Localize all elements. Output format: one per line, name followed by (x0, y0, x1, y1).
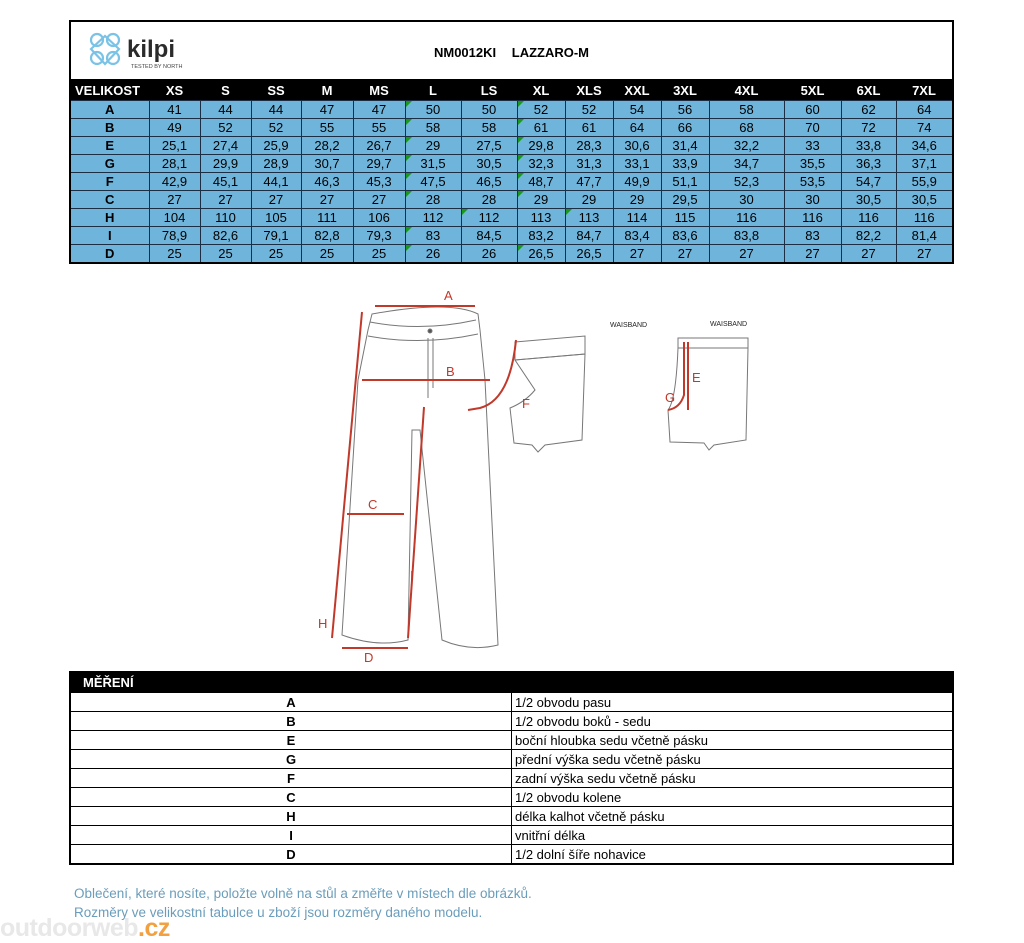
size-cell: 112 (461, 209, 517, 227)
size-cell: 47,7 (565, 173, 613, 191)
measure-code: F (70, 769, 512, 788)
size-corner-label: VELIKOST (70, 80, 149, 101)
size-cell: 30 (784, 191, 841, 209)
measure-row-c (70, 788, 953, 807)
label-d: D (364, 650, 374, 665)
measure-description: vnitřní délka (512, 826, 954, 845)
size-cell: 50 (461, 101, 517, 119)
size-cell: 49 (149, 119, 200, 137)
brand-tagline: TESTED BY NORTH (131, 64, 183, 70)
size-cell: 26,5 (565, 245, 613, 264)
size-cell: 105 (251, 209, 301, 227)
size-cell: 33 (784, 137, 841, 155)
size-cell: 37,1 (896, 155, 953, 173)
size-cell: 52 (565, 101, 613, 119)
waistband (368, 320, 478, 341)
size-cell: 28,1 (149, 155, 200, 173)
size-cell: 83,2 (517, 227, 565, 245)
size-cell: 26 (461, 245, 517, 264)
size-cell: 58 (709, 101, 784, 119)
size-header-3xl: 3XL (661, 80, 709, 101)
waistband-front (515, 336, 585, 360)
size-cell: 115 (661, 209, 709, 227)
size-cell: 29,9 (200, 155, 251, 173)
measurement-legend-table (69, 671, 954, 865)
size-header-ms: MS (353, 80, 405, 101)
size-header-xxl: XXL (613, 80, 661, 101)
waistband-label-back: WAISBAND (610, 322, 648, 329)
size-cell: 28 (405, 191, 461, 209)
size-cell: 33,8 (841, 137, 896, 155)
size-header-7xl: 7XL (896, 80, 953, 101)
size-cell: 82,6 (200, 227, 251, 245)
size-cell: 26 (405, 245, 461, 264)
size-cell: 64 (613, 119, 661, 137)
size-cell: 30,6 (613, 137, 661, 155)
size-cell: 27 (149, 191, 200, 209)
size-cell: 28 (461, 191, 517, 209)
size-cell: 44 (251, 101, 301, 119)
size-row-e (70, 137, 953, 155)
size-cell: 111 (301, 209, 353, 227)
size-cell: 79,1 (251, 227, 301, 245)
size-cell: 29 (613, 191, 661, 209)
size-cell: 30,5 (841, 191, 896, 209)
size-cell: 74 (896, 119, 953, 137)
measure-code: I (70, 826, 512, 845)
size-cell: 66 (661, 119, 709, 137)
size-cell: 25 (200, 245, 251, 264)
size-cell: 27 (301, 191, 353, 209)
size-cell: 52,3 (709, 173, 784, 191)
size-table-section (69, 20, 954, 264)
size-header-s: S (200, 80, 251, 101)
size-cell: 27 (251, 191, 301, 209)
size-cell: 41 (149, 101, 200, 119)
size-cell: 55 (353, 119, 405, 137)
size-cell: 61 (565, 119, 613, 137)
size-cell: 112 (405, 209, 461, 227)
size-cell: 27 (613, 245, 661, 264)
size-cell: 83,8 (709, 227, 784, 245)
measure-code: D (70, 845, 512, 865)
size-cell: 27 (784, 245, 841, 264)
size-cell: 82,8 (301, 227, 353, 245)
size-cell: 83,4 (613, 227, 661, 245)
row-label: A (70, 101, 149, 119)
size-cell: 52 (200, 119, 251, 137)
size-cell: 52 (251, 119, 301, 137)
size-cell: 25 (149, 245, 200, 264)
product-title (71, 45, 952, 60)
size-cell: 36,3 (841, 155, 896, 173)
measure-code: C (70, 788, 512, 807)
product-name: LAZZARO-M (511, 45, 590, 60)
size-row-h (70, 209, 953, 227)
measure-code: B (70, 712, 512, 731)
measure-description: 1/2 obvodu kolene (512, 788, 954, 807)
size-header-ss: SS (251, 80, 301, 101)
button-icon (428, 329, 432, 333)
measure-description: 1/2 dolní šíře nohavice (512, 845, 954, 865)
size-cell: 55 (301, 119, 353, 137)
size-cell: 46,5 (461, 173, 517, 191)
size-cell: 47 (301, 101, 353, 119)
measure-f-arrow (468, 340, 516, 410)
brand-name: kilpi (127, 36, 176, 63)
size-cell: 72 (841, 119, 896, 137)
measure-code: G (70, 750, 512, 769)
size-cell: 32,2 (709, 137, 784, 155)
size-cell: 31,4 (661, 137, 709, 155)
size-header-xl: XL (517, 80, 565, 101)
size-cell: 45,3 (353, 173, 405, 191)
size-cell: 27 (200, 191, 251, 209)
size-cell: 84,7 (565, 227, 613, 245)
size-header-row (70, 80, 953, 101)
size-cell: 47 (353, 101, 405, 119)
size-cell: 35,5 (784, 155, 841, 173)
size-cell: 70 (784, 119, 841, 137)
label-c: C (368, 497, 378, 512)
size-cell: 56 (661, 101, 709, 119)
note-line: Oblečení, které nosíte, položte volně na stůl a změřte v místech dle obrázků. (74, 886, 532, 901)
size-cell: 55,9 (896, 173, 953, 191)
size-cell: 27 (896, 245, 953, 264)
size-cell: 61 (517, 119, 565, 137)
measure-code: E (70, 731, 512, 750)
size-header-xls: XLS (565, 80, 613, 101)
label-a: A (444, 288, 453, 303)
side-panel (668, 348, 748, 450)
size-cell: 58 (461, 119, 517, 137)
size-table (69, 79, 954, 264)
size-cell: 54 (613, 101, 661, 119)
size-cell: 104 (149, 209, 200, 227)
label-h: H (318, 616, 328, 631)
size-cell: 33,9 (661, 155, 709, 173)
label-f: F (522, 396, 530, 411)
size-cell: 106 (353, 209, 405, 227)
measure-description: zadní výška sedu včetně pásku (512, 769, 954, 788)
size-cell: 29,8 (517, 137, 565, 155)
watermark-main: outdoorweb (0, 914, 139, 942)
size-cell: 30,5 (461, 155, 517, 173)
measure-row-e (70, 731, 953, 750)
size-cell: 113 (565, 209, 613, 227)
row-label: E (70, 137, 149, 155)
size-cell: 29 (517, 191, 565, 209)
size-cell: 32,3 (517, 155, 565, 173)
label-e: E (692, 370, 701, 385)
size-cell: 116 (709, 209, 784, 227)
watermark-tld: .cz (138, 914, 170, 942)
row-label: B (70, 119, 149, 137)
size-cell: 83 (405, 227, 461, 245)
label-g: G (665, 390, 676, 405)
size-cell: 33,1 (613, 155, 661, 173)
size-cell: 44 (200, 101, 251, 119)
size-cell: 83 (784, 227, 841, 245)
waistband-label-side: WAISBAND (710, 321, 748, 328)
size-cell: 48,7 (517, 173, 565, 191)
size-row-c (70, 191, 953, 209)
size-cell: 113 (517, 209, 565, 227)
measure-description: 1/2 obvodu boků - sedu (512, 712, 954, 731)
size-cell: 29 (565, 191, 613, 209)
measure-row-a (70, 693, 953, 712)
size-cell: 60 (784, 101, 841, 119)
size-cell: 27,5 (461, 137, 517, 155)
size-cell: 28,9 (251, 155, 301, 173)
size-row-d (70, 245, 953, 264)
size-cell: 53,5 (784, 173, 841, 191)
size-header-ls: LS (461, 80, 517, 101)
size-header-4xl: 4XL (709, 80, 784, 101)
size-cell: 116 (784, 209, 841, 227)
size-cell: 25,9 (251, 137, 301, 155)
size-cell: 110 (200, 209, 251, 227)
row-label: C (70, 191, 149, 209)
size-cell: 42,9 (149, 173, 200, 191)
size-cell: 30,5 (896, 191, 953, 209)
size-cell: 64 (896, 101, 953, 119)
measure-row-b (70, 712, 953, 731)
size-row-f (70, 173, 953, 191)
row-label: H (70, 209, 149, 227)
size-cell: 116 (841, 209, 896, 227)
size-header-m: M (301, 80, 353, 101)
size-cell: 25 (301, 245, 353, 264)
size-cell: 29,5 (661, 191, 709, 209)
measure-row-i (70, 826, 953, 845)
measure-row-d (70, 845, 953, 865)
size-row-b (70, 119, 953, 137)
size-cell: 27,4 (200, 137, 251, 155)
size-cell: 45,1 (200, 173, 251, 191)
size-cell: 47,5 (405, 173, 461, 191)
size-cell: 68 (709, 119, 784, 137)
size-cell: 58 (405, 119, 461, 137)
size-row-g (70, 155, 953, 173)
size-header-5xl: 5XL (784, 80, 841, 101)
pants-measurement-diagram (300, 280, 770, 665)
size-cell: 83,6 (661, 227, 709, 245)
measure-row-g (70, 750, 953, 769)
size-cell: 79,3 (353, 227, 405, 245)
row-label: G (70, 155, 149, 173)
size-cell: 29 (405, 137, 461, 155)
size-header-l: L (405, 80, 461, 101)
measure-row-f (70, 769, 953, 788)
size-cell: 25,1 (149, 137, 200, 155)
size-cell: 28,2 (301, 137, 353, 155)
measure-description: délka kalhot včetně pásku (512, 807, 954, 826)
measure-code: A (70, 693, 512, 712)
measurement-legend-section (69, 671, 954, 865)
size-cell: 34,6 (896, 137, 953, 155)
size-cell: 27 (709, 245, 784, 264)
product-code: NM0012KI (433, 45, 497, 60)
size-cell: 82,2 (841, 227, 896, 245)
size-header-xs: XS (149, 80, 200, 101)
size-cell: 30,7 (301, 155, 353, 173)
size-cell: 26,7 (353, 137, 405, 155)
size-table-header (69, 20, 954, 79)
measure-description: 1/2 obvodu pasu (512, 693, 954, 712)
measure-description: boční hloubka sedu včetně pásku (512, 731, 954, 750)
fly (428, 338, 433, 398)
row-label: F (70, 173, 149, 191)
size-row-i (70, 227, 953, 245)
note-line: Rozměry ve velikostní tabulce u zboží jsou rozměry daného modelu. (74, 905, 483, 920)
size-cell: 27 (841, 245, 896, 264)
size-cell: 31,5 (405, 155, 461, 173)
label-b: B (446, 364, 455, 379)
size-cell: 81,4 (896, 227, 953, 245)
size-cell: 34,7 (709, 155, 784, 173)
size-cell: 116 (896, 209, 953, 227)
size-cell: 52 (517, 101, 565, 119)
size-cell: 29,7 (353, 155, 405, 173)
size-cell: 62 (841, 101, 896, 119)
measure-code: H (70, 807, 512, 826)
size-row-a (70, 101, 953, 119)
watermark (0, 914, 170, 943)
measure-row-h (70, 807, 953, 826)
row-label: I (70, 227, 149, 245)
size-cell: 27 (353, 191, 405, 209)
size-cell: 26,5 (517, 245, 565, 264)
measure-description: přední výška sedu včetně pásku (512, 750, 954, 769)
size-cell: 114 (613, 209, 661, 227)
measure-header: MĚŘENÍ (70, 672, 953, 693)
size-cell: 84,5 (461, 227, 517, 245)
size-cell: 25 (353, 245, 405, 264)
size-cell: 44,1 (251, 173, 301, 191)
size-cell: 78,9 (149, 227, 200, 245)
size-cell: 25 (251, 245, 301, 264)
size-cell: 27 (661, 245, 709, 264)
size-cell: 50 (405, 101, 461, 119)
row-label: D (70, 245, 149, 264)
size-cell: 28,3 (565, 137, 613, 155)
size-header-6xl: 6XL (841, 80, 896, 101)
size-cell: 46,3 (301, 173, 353, 191)
size-cell: 49,9 (613, 173, 661, 191)
label-i: I (410, 568, 414, 583)
measure-h-arrow (332, 312, 362, 638)
size-cell: 54,7 (841, 173, 896, 191)
size-cell: 31,3 (565, 155, 613, 173)
size-cell: 51,1 (661, 173, 709, 191)
size-cell: 30 (709, 191, 784, 209)
